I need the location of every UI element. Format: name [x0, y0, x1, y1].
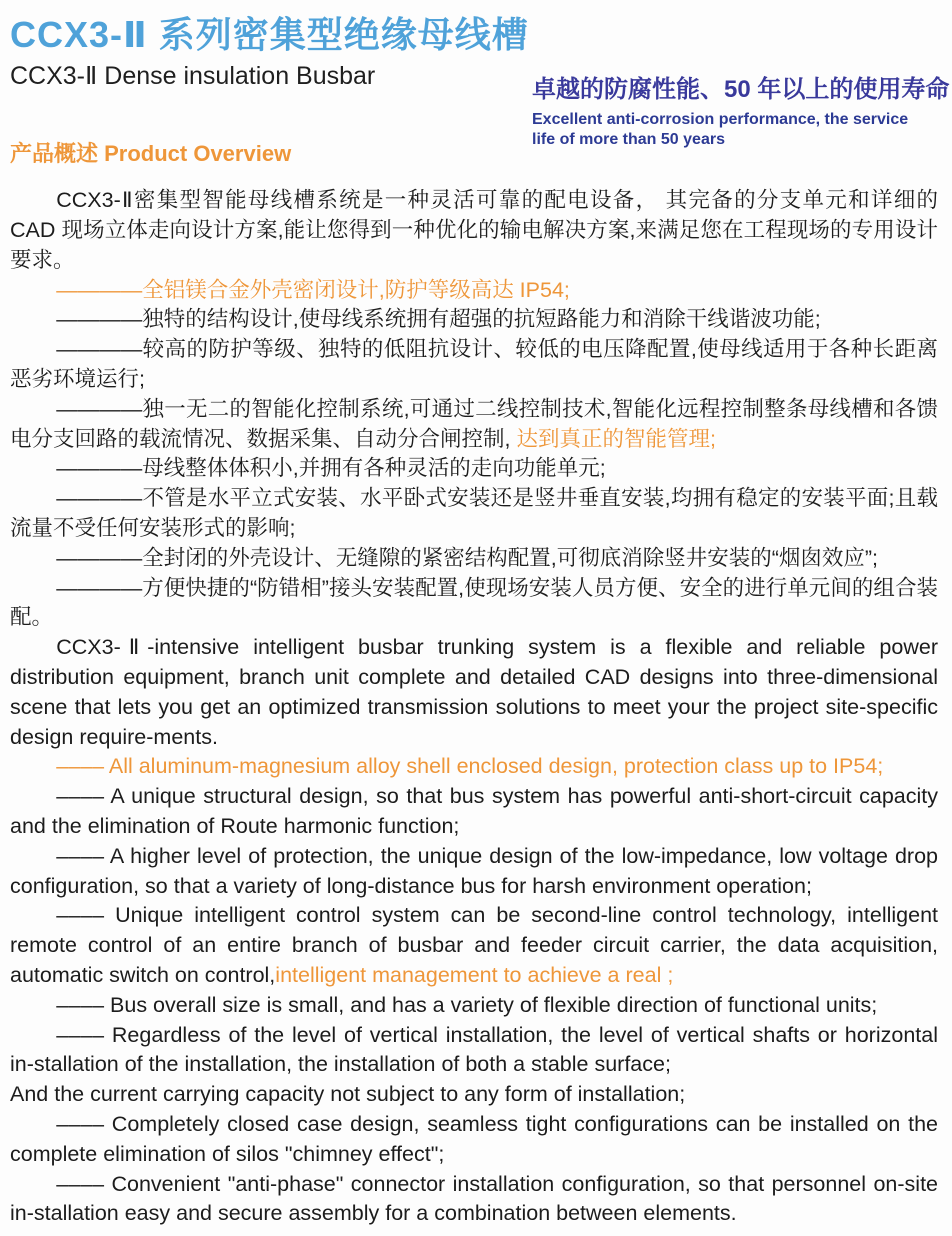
- en-feature-item: [10, 991, 938, 1021]
- en-feature-item: [10, 1021, 938, 1081]
- feature-dash: ––––: [56, 754, 105, 779]
- page-title: CCX3-Ⅱ 系列密集型绝缘母线槽: [10, 14, 529, 55]
- feature-dash: ————: [56, 545, 143, 570]
- en-intro-paragraph: CCX3-Ⅱ-intensive intelligent busbar trunking system is a flexible and reliable power distribution equipment, branch unit complete and detailed CAD designs into three-dimensional scene that lets you get an optimized transmission solutions to meet your the project site-specific design require-ments.: [10, 635, 938, 749]
- feature-dash: ————: [56, 456, 143, 481]
- feature-text: 独特的结构设计,使母线系统拥有超强的抗短路能力和消除干线谐波功能;: [142, 307, 821, 332]
- feature-dash: ————: [56, 277, 143, 302]
- en-feature-item: [10, 1110, 938, 1170]
- feature-text: Completely closed case design, seamless tight configurations can be installed on the complete elimination of silos "chimney effect";: [10, 1111, 938, 1166]
- product-overview-body: [10, 186, 938, 1229]
- cn-feature-item: [10, 484, 938, 544]
- feature-text: Unique intelligent control system can be second-line control technology, intelligent remote control of an entire branch of busbar and feeder circuit carrier, the data acquisition, automatic switch on control,: [10, 903, 938, 987]
- feature-dash: ––––: [56, 784, 105, 809]
- slogan-cn: 卓越的防腐性能、50 年以上的使用寿命: [532, 76, 950, 103]
- slogan-en-line2: life of more than 50 years: [532, 130, 725, 148]
- feature-text: Convenient "anti-phase" connector installation configuration, so that personnel on-site in-stallation easy and secure assembly for a combination between elements.: [10, 1171, 938, 1226]
- feature-dash: ————: [56, 486, 143, 511]
- slogan-en: [532, 110, 944, 150]
- en-feature-item: [10, 782, 938, 842]
- cn-feature-item: [10, 454, 938, 484]
- feature-text: 方便快捷的“防错相”接头安装配置,使现场安装人员方便、安全的进行单元间的组合装配。: [10, 575, 938, 630]
- feature-dash: ––––: [56, 1111, 105, 1136]
- feature-dash: ————: [56, 337, 143, 362]
- feature-text: 独一无二的智能化控制系统,可通过二线控制技术,智能化远程控制整条母线槽和各馈电分支回路的载流情况、数据采集、自动分合闸控制,: [10, 396, 938, 451]
- page-subtitle: CCX3-Ⅱ Dense insulation Busbar: [10, 62, 376, 91]
- cn-feature-item: [10, 276, 938, 306]
- slogan-block: [532, 76, 950, 150]
- feature-text: 母线整体体积小,并拥有各种灵活的走向功能单元;: [142, 456, 606, 481]
- feature-dash: ––––: [56, 1022, 105, 1047]
- feature-text: 全封闭的外壳设计、无缝隙的紧密结构配置,可彻底消除竖井安装的“烟囱效应”;: [142, 545, 878, 570]
- feature-dash: ––––: [56, 903, 105, 928]
- slogan-en-line1: Excellent anti-corrosion performance, the service: [532, 110, 909, 128]
- feature-dash: ————: [56, 396, 143, 421]
- cn-feature-item: [10, 544, 938, 574]
- feature-text: A higher level of protection, the unique design of the low-impedance, low voltage drop configuration, so that a variety of long-distance bus for harsh environment operation;: [10, 843, 938, 898]
- feature-text: All aluminum-magnesium alloy shell enclosed design, protection class up to IP54;: [104, 754, 884, 779]
- feature-text: Bus overall size is small, and has a variety of flexible direction of functional units;: [104, 992, 878, 1017]
- cn-intro-paragraph: CCX3-Ⅱ密集型智能母线槽系统是一种灵活可靠的配电设备， 其完备的分支单元和详细的 CAD 现场立体走向设计方案,能让您得到一种优化的输电解决方案,来满足您在工程现场的专用设计要求。: [10, 188, 938, 272]
- feature-highlight: intelligent management to achieve a real ;: [275, 963, 674, 987]
- feature-text: Regardless of the level of vertical installation, the level of vertical shafts or horizontal in-stallation of the installation, the installation of both a stable surface;: [10, 1022, 938, 1077]
- feature-dash: ––––: [56, 1171, 105, 1196]
- en-feature-item: [10, 1170, 938, 1230]
- feature-dash: ––––: [56, 843, 105, 868]
- en-feature-item: [10, 901, 938, 990]
- feature-text: 不管是水平立式安装、水平卧式安装还是竖井垂直安装,均拥有稳定的安装平面;且载流量不受任何安装形式的影响;: [10, 486, 938, 541]
- feature-dash: ————: [56, 307, 143, 332]
- section-heading: 产品概述 Product Overview: [10, 140, 292, 166]
- en-feature-item: [10, 752, 938, 782]
- cn-feature-item: [10, 335, 938, 395]
- cn-feature-item: [10, 395, 938, 455]
- cn-feature-item: [10, 574, 938, 634]
- feature-text: A unique structural design, so that bus system has powerful anti-short-circuit capacity and the elimination of Route harmonic function;: [10, 784, 938, 839]
- en-feature-item: [10, 842, 938, 902]
- en-continuation-paragraph: And the current carrying capacity not subject to any form of installation;: [10, 1082, 686, 1107]
- feature-dash: ————: [56, 575, 143, 600]
- feature-dash: ––––: [56, 992, 105, 1017]
- feature-text: 全铝镁合金外壳密闭设计,防护等级高达 IP54;: [142, 277, 570, 302]
- feature-highlight: 达到真正的智能管理;: [516, 426, 716, 451]
- feature-text: 较高的防护等级、独特的低阻抗设计、较低的电压降配置,使母线适用于各种长距离恶劣环境运行;: [10, 337, 938, 392]
- cn-feature-item: [10, 305, 938, 335]
